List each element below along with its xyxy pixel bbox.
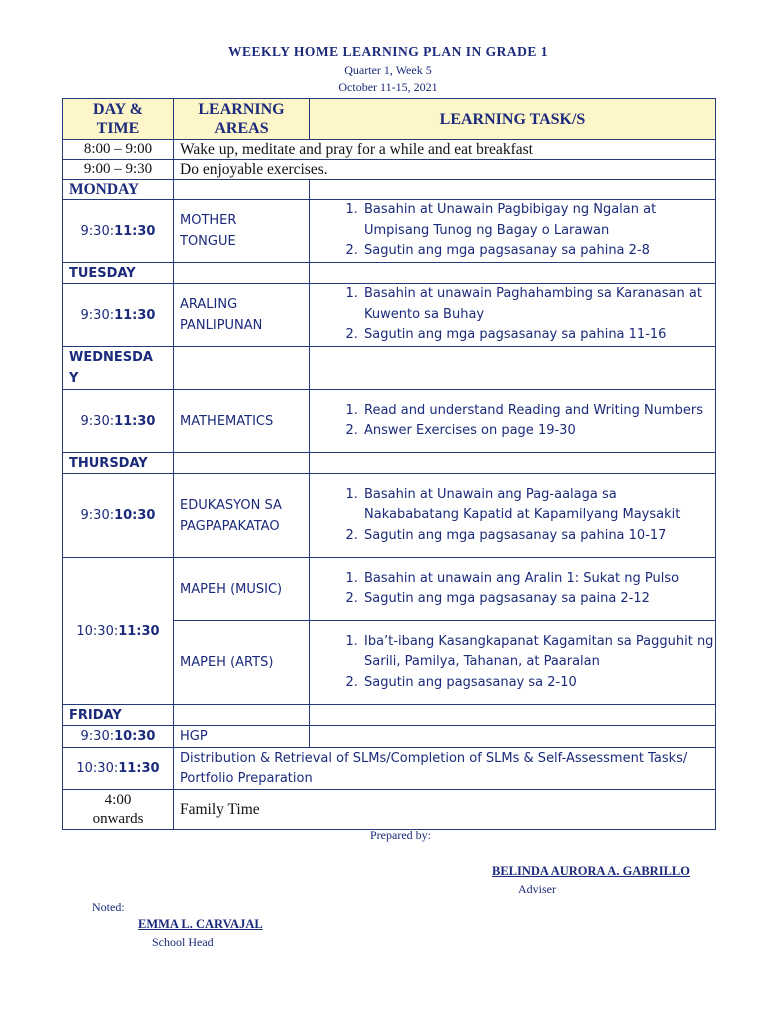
document-title: WEEKLY HOME LEARNING PLAN IN GRADE 1 (227, 44, 549, 59)
activity-cell: Family Time (174, 790, 716, 830)
school-head-title: School Head (152, 935, 214, 949)
table-row (63, 748, 716, 790)
date-range: October 11-15, 2021 (338, 80, 438, 94)
table-row (63, 390, 716, 453)
school-head-name: EMMA L. CARVAJAL (138, 917, 263, 931)
list-item: 1. Basahin at unawain ang Aralin 1: Sukat ng Pulso (362, 569, 715, 590)
day-row-wednesday (63, 347, 716, 390)
time-cell: 9:30:11:30 (63, 200, 174, 263)
learning-area: ARALING PANLIPUNAN (174, 284, 310, 347)
day-row-thursday (63, 453, 716, 474)
table-row (63, 726, 716, 748)
day-row-tuesday (63, 263, 716, 284)
time-cell: 9:30:11:30 (63, 390, 174, 453)
task-list (310, 284, 716, 347)
task-list (310, 558, 716, 621)
header-learning-areas: LEARNING AREAS (174, 99, 310, 140)
task-list (310, 474, 716, 558)
table-row (63, 558, 716, 621)
task-list (310, 200, 716, 263)
learning-area: EDUKASYON SA PAGPAPAKATAO (174, 474, 310, 558)
time-cell: 4:00 onwards (63, 790, 174, 830)
day-label: WEDNESDA Y (63, 347, 174, 390)
learning-area: MAPEH (ARTS) (174, 621, 310, 705)
learning-area: MAPEH (MUSIC) (174, 558, 310, 621)
time-cell: 9:30:11:30 (63, 284, 174, 347)
table-row (63, 160, 716, 180)
table-row (63, 140, 716, 160)
quarter-week: Quarter 1, Week 5 (344, 63, 432, 77)
list-item: 1. Basahin at unawain Paghahambing sa Karanasan at Kuwento sa Buhay (362, 284, 715, 325)
adviser-name: BELINDA AURORA A. GABRILLO (492, 864, 690, 878)
learning-plan-table (62, 98, 716, 830)
learning-area: MOTHER TONGUE (174, 200, 310, 263)
day-label: THURSDAY (63, 453, 174, 474)
time-cell: 9:30:10:30 (63, 726, 174, 748)
table-row (63, 284, 716, 347)
prepared-by-label: Prepared by: (370, 828, 431, 842)
day-label: FRIDAY (63, 705, 174, 726)
list-item: 2. Sagutin ang mga pagsasanay sa paina 2-12 (362, 589, 715, 610)
day-row-friday (63, 705, 716, 726)
list-item: 1. Basahin at Unawain ang Pag-aalaga sa Nakababatang Kapatid at Kapamilyang Maysakit (362, 485, 715, 526)
task-list (310, 621, 716, 705)
day-row-monday (63, 180, 716, 200)
noted-label: Noted: (92, 900, 125, 914)
table-row (63, 790, 716, 830)
time-cell: 10:30:11:30 (63, 558, 174, 705)
time-cell: 10:30:11:30 (63, 748, 174, 790)
learning-area: HGP (174, 726, 310, 748)
task-list (310, 390, 716, 453)
activity-cell: Distribution & Retrieval of SLMs/Completion of SLMs & Self-Assessment Tasks/ Portfolio Preparation (174, 748, 716, 790)
table-row (63, 200, 716, 263)
table-header-row (63, 99, 716, 140)
time-cell: 9:30:10:30 (63, 474, 174, 558)
adviser-title: Adviser (518, 882, 556, 896)
header-day-time: DAY & TIME (63, 99, 174, 140)
list-item: 2. Answer Exercises on page 19-30 (362, 421, 715, 442)
list-item: 2. Sagutin ang pagsasanay sa 2-10 (362, 673, 715, 694)
day-label: MONDAY (63, 180, 174, 200)
list-item: 2. Sagutin ang mga pagsasanay sa pahina 2-8 (362, 241, 715, 262)
list-item: 1. Iba’t-ibang Kasangkapanat Kagamitan sa Pagguhit ng Sarili, Pamilya, Tahanan, at Paaralan (362, 632, 715, 673)
list-item: 1. Basahin at Unawain Pagbibigay ng Ngalan at Umpisang Tunog ng Bagay o Larawan (362, 200, 715, 241)
activity-cell: Wake up, meditate and pray for a while and eat breakfast (174, 140, 716, 160)
learning-area: MATHEMATICS (174, 390, 310, 453)
list-item: 2. Sagutin ang mga pagsasanay sa pahina 10-17 (362, 526, 715, 547)
table-row (63, 474, 716, 558)
activity-cell: Do enjoyable exercises. (174, 160, 716, 180)
time-cell: 8:00 – 9:00 (63, 140, 174, 160)
header-learning-tasks: LEARNING TASK/S (310, 99, 716, 140)
list-item: 2. Sagutin ang mga pagsasanay sa pahina 11-16 (362, 325, 715, 346)
list-item: 1. Read and understand Reading and Writing Numbers (362, 401, 715, 422)
time-cell: 9:00 – 9:30 (63, 160, 174, 180)
day-label: TUESDAY (63, 263, 174, 284)
